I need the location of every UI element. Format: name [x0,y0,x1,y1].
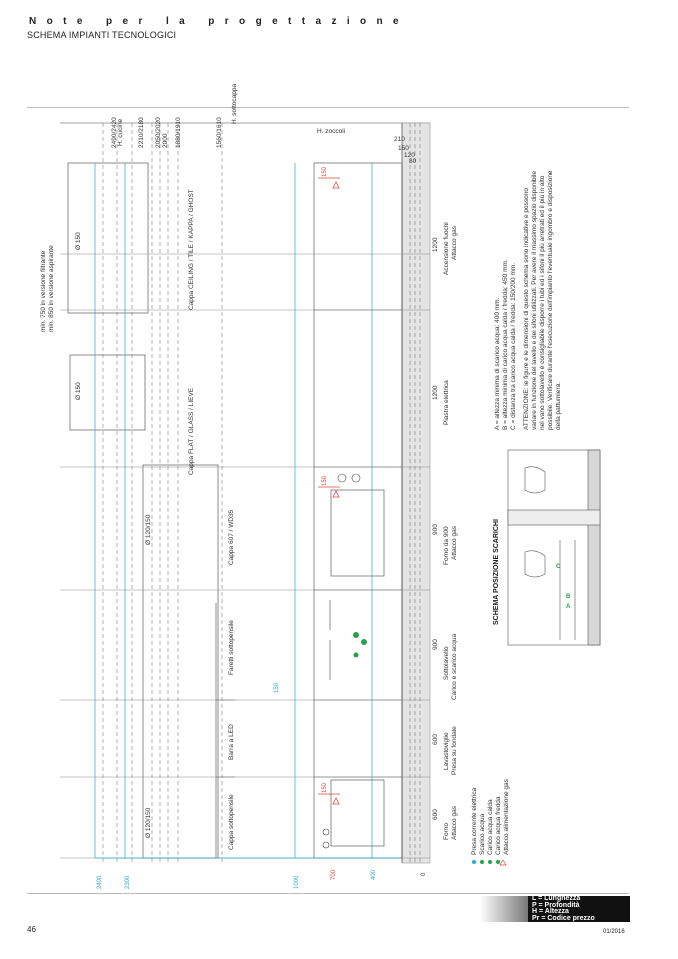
symbol-legend [471,778,510,855]
oven-600 [331,780,384,846]
legend-item-3: Carico acqua calda [487,799,494,855]
label-min-2: min. 850 in versione aspirante [48,245,55,332]
note-a: A = altezza minima di scarico acqua: 400 mm. [494,297,501,430]
label-v1: 2490/2420 [111,117,118,148]
abbrev-pr: Pr = Codice prezzo [532,914,595,922]
upper-cabinet-607 [143,465,218,858]
col-line2-1: Attacco gas [451,806,458,840]
abbrev-h: H = Altezza [532,908,569,915]
label-150-a: 150 [322,166,328,177]
col-line2-3: Carico e scarico acqua [451,633,458,700]
label-barra-led: Barra a LED [228,724,235,760]
label-150-b: 150 [274,682,280,693]
label-v3: 2050/2020 [155,117,162,148]
abbrev-p: P = Profondità [532,901,580,909]
drain-label-c: C [556,564,561,570]
col-width-5: 1200 [432,385,439,400]
label-v4: 1880/1910 [175,117,182,148]
label-cappa-607: Cappa 607 / WD35 [228,509,235,565]
page-number: 46 [27,925,36,934]
label-700: 700 [331,869,337,880]
legend-item-4: Carico acqua fredda [495,796,502,855]
column-dividers [60,254,430,858]
notes-block [494,170,562,430]
note-attention-3: nel vano sottolavello è consigliabile disporre i tubi ed i sifoni il più arretrati ed il più in alto [539,175,546,430]
label-v5: 1560/1610 [216,117,223,148]
label-h-sottocappa: H. sottocappa [231,83,238,124]
page-subtitle: SCHEMA IMPIANTI TECNOLOGICI [27,30,177,40]
col-width-6: 1200 [432,237,439,252]
legend-item-2: Scarico acqua [479,813,486,855]
drain-scheme-drawing [508,450,600,645]
label-z3: 120 [404,152,415,159]
note-attention-4: possibile. Verificare durante l'esecuzione dell'impianto l'eventuale ingombro e disposizione [547,170,554,430]
floor-band [402,123,430,863]
label-cappa-flat: Cappa FLAT / GLASS / LIEVE [188,387,195,475]
note-attention-2: variare in funzione del lavello e dei sifoni utilizzati. Per avere il massimo spazio disponibile [531,170,538,430]
label-d150-a: Ø 150 [75,232,82,250]
label-d120-b: Ø 120/150 [145,807,152,838]
col-line1-5: Piastra elettrica [443,380,450,425]
page-title: Note per la progettazione [29,16,410,27]
label-faretti: Faretti sottopensile [228,620,235,675]
legend-symbols [472,860,506,865]
label-h-cucine: H. cucine [117,118,124,146]
label-d150-b: Ø 150 [75,382,82,400]
label-z2: 150 [398,145,409,152]
edition-date: 01/2016 [603,929,625,935]
drain-label-a: A [566,604,571,610]
note-b: B = altezza minima di carico acqua calda / fredda: 450 mm. [502,259,509,430]
legend-item-1: Presa corrente elettrica [471,787,478,855]
label-0: 0 [421,872,427,876]
note-attention-5: della pattumiera. [555,381,562,430]
label-400: 400 [371,869,377,880]
label-2400: 2400 [97,875,103,889]
label-v2: 2210/2180 [138,117,145,148]
label-z4: 80 [409,158,417,165]
abbrev-l: L = Lunghezza [532,895,581,902]
col-line2-2: Presa su fondale [451,726,458,775]
col-width-1: 600 [432,809,439,820]
label-cappa-sottopensile: Cappa sottopensile [228,794,235,850]
col-width-2: 600 [432,734,439,745]
col-width-4: 900 [432,524,439,535]
gas-markers [318,178,340,804]
label-z1: 210 [394,136,405,143]
drain-scheme-title: SCHEMA POSIZIONE SCARICHI [493,519,500,625]
legend-item-5: Attacco alimentazione gas [503,779,510,855]
base-units [314,163,402,858]
label-d120-a: Ø 120/150 [145,514,152,545]
note-c: C = distanza tra carico acqua calda / fredda: 150/200 mm. [510,262,517,430]
label-h-zoccoli: H. zoccoli [317,128,346,135]
height-dashed-lines [103,123,420,863]
label-2300: 2300 [125,875,131,889]
abbreviation-legend [480,896,630,922]
label-v3b: 2000 [162,133,169,148]
cyan-measures [95,163,400,858]
col-width-3: 900 [432,639,439,650]
col-line2-6: Attacco gas [451,226,458,260]
label-150-d: 150 [322,782,328,793]
note-attention-1: ATTENZIONE: le figure e le dimensioni di questo schema sono indicative e possono [523,188,530,430]
col-line1-1: Forno [443,823,450,840]
bottom-divider [27,893,629,894]
label-150-c: 150 [322,475,328,486]
oven-900 [331,490,384,576]
label-min-1: min. 750 in versione filtrante [40,250,47,332]
col-line1-4: Forno da 900 [443,526,450,565]
col-line1-6: Accensione fuochi [443,222,450,275]
water-symbols [353,632,367,658]
label-1000: 1000 [294,875,300,889]
legend-gradient [480,896,528,922]
col-line1-3: Sottolavello [443,646,450,680]
drain-label-b: B [566,594,571,600]
label-cappa-ceiling: Cappa CEILING / TILE / KAPPA / GHOST [188,189,195,310]
col-line2-4: Attacco gas [451,526,458,560]
col-line1-2: Lavastoviglie [443,732,450,770]
